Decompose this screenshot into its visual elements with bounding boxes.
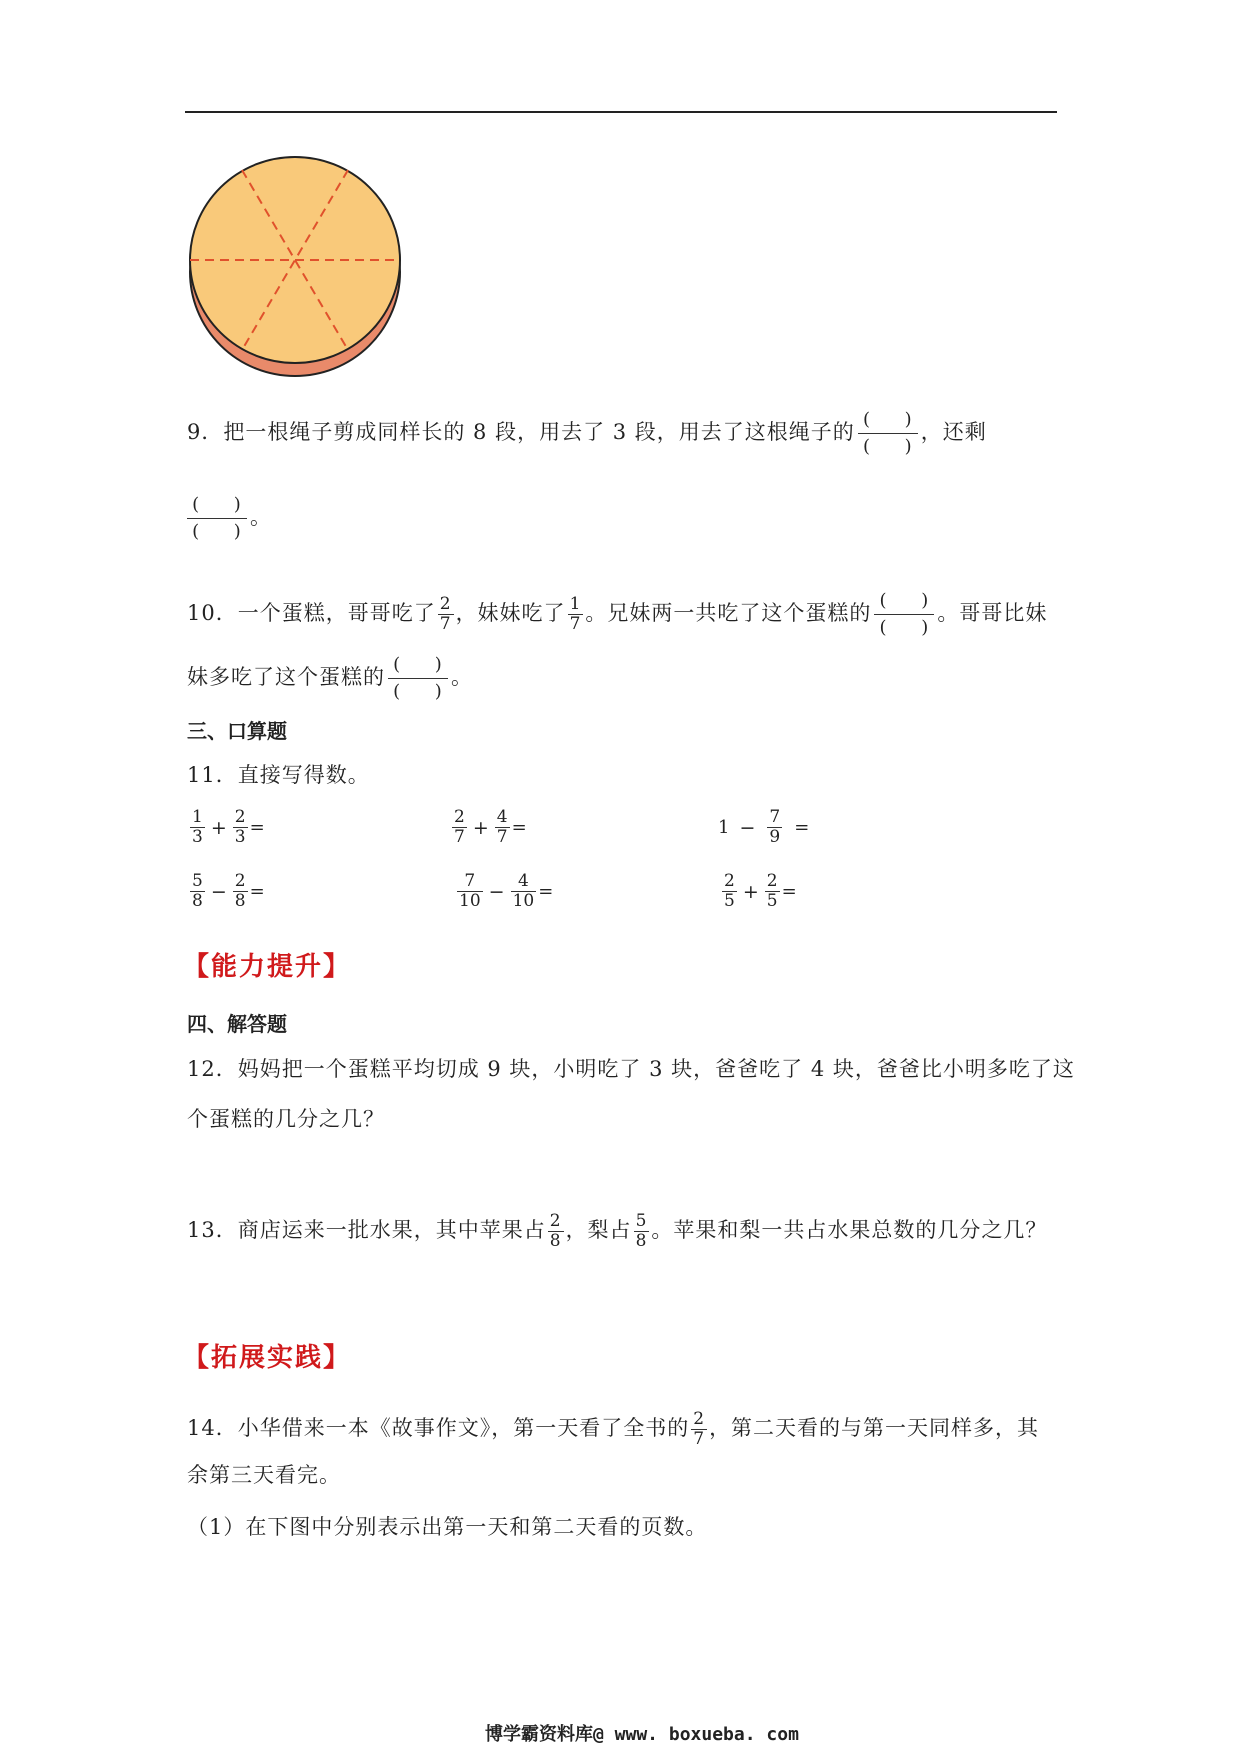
- extension-practice-heading: 【拓展实践】: [183, 1343, 352, 1373]
- calc-3-a: 1: [718, 817, 730, 838]
- q10-text-1: 10．一个蛋糕，哥哥吃了: [187, 601, 436, 625]
- section-4-title: 四、解答题: [187, 1012, 287, 1036]
- q10-blank-diff[interactable]: ( ) ( ): [388, 652, 448, 705]
- calc-3-op: −: [739, 816, 756, 839]
- header-rule: [185, 111, 1057, 113]
- calc-4-eq: =: [249, 881, 265, 902]
- q10-line2-text: 妹多吃了这个蛋糕的: [187, 665, 385, 689]
- calc-1-b: $\frac{2}{3}$: [234, 807, 246, 847]
- question-10-line2: [187, 652, 473, 705]
- q14-text-2: ，第二天看的与第一天同样多，其: [709, 1416, 1040, 1440]
- question-12-line1: 12．妈妈把一个蛋糕平均切成 9 块，小明吃了 3 块，爸爸吃了 4 块，爸爸比小明多吃了这: [187, 1057, 1075, 1081]
- q13-fraction-pear: $\frac{5}{8}$: [635, 1211, 648, 1251]
- question-14-sub1: （1）在下图中分别表示出第一天和第二天看的页数。: [187, 1515, 708, 1539]
- q10-fraction-brother: $\frac{2}{7}$: [439, 594, 452, 634]
- question-9-line2: [187, 492, 272, 545]
- q14-text-1: 14．小华借来一本《故事作文》，第一天看了全书的: [187, 1416, 690, 1440]
- calc-6-eq: =: [781, 881, 797, 902]
- calc-4-a: $\frac{5}{8}$: [192, 871, 203, 911]
- calc-3-eq: =: [794, 817, 810, 838]
- section-3-title: 三、口算题: [187, 719, 287, 743]
- calc-1-a: $\frac{1}{3}$: [192, 807, 203, 847]
- calc-6-op: +: [742, 880, 759, 903]
- calc-item-1: [188, 808, 265, 847]
- question-14: [187, 1410, 1039, 1449]
- q9-end: 。: [250, 505, 272, 529]
- q14-fraction: $\frac{2}{7}$: [693, 1409, 706, 1449]
- calc-3-b: $\frac{7}{9}$: [769, 807, 781, 847]
- calc-1-op: +: [210, 816, 227, 839]
- q10-text-4: 。哥哥比妹: [937, 601, 1048, 625]
- q9-blank-used[interactable]: ( ) ( ): [858, 407, 918, 460]
- calc-item-5: [455, 872, 553, 911]
- question-13: [187, 1212, 1047, 1251]
- footer-watermark: 博学霸资料库@ www. boxueba. com: [485, 1724, 799, 1745]
- question-12-line2: 个蛋糕的几分之几？: [187, 1107, 385, 1131]
- calc-6-a: $\frac{2}{5}$: [724, 871, 735, 911]
- calc-4-op: −: [210, 880, 227, 903]
- q10-fraction-sister: $\frac{1}{7}$: [569, 594, 582, 634]
- q10-blank-total[interactable]: ( ) ( ): [874, 588, 934, 641]
- q13-text-2: ，梨占: [565, 1218, 632, 1242]
- calc-6-b: $\frac{2}{5}$: [766, 871, 778, 911]
- q13-fraction-apple: $\frac{2}{8}$: [549, 1211, 562, 1251]
- calc-5-a: $\frac{7}{10}$: [459, 871, 481, 911]
- calc-5-op: −: [488, 880, 505, 903]
- calc-2-b: $\frac{4}{7}$: [496, 807, 508, 847]
- calc-4-b: $\frac{2}{8}$: [234, 871, 246, 911]
- ability-improvement-heading: 【能力提升】: [183, 952, 352, 982]
- q9-text: 9．把一根绳子剪成同样长的 8 段，用去了 3 段，用去了这根绳子的: [187, 420, 855, 444]
- q9-blank-left[interactable]: ( ) ( ): [187, 492, 247, 545]
- q10-text-3: 。兄妹两一共吃了这个蛋糕的: [585, 601, 872, 625]
- calc-item-3: [718, 808, 809, 847]
- q13-text-1: 13．商店运来一批水果，其中苹果占: [187, 1218, 546, 1242]
- q9-text-tail: ，还剩: [920, 420, 987, 444]
- q10-text-2: ，妹妹吃了: [455, 601, 566, 625]
- q10-end: 。: [451, 665, 473, 689]
- question-10: [187, 588, 1047, 641]
- calc-2-a: $\frac{2}{7}$: [454, 807, 465, 847]
- calc-5-eq: =: [538, 881, 554, 902]
- q13-text-3: 。苹果和梨一共占水果总数的几分之几？: [651, 1218, 1048, 1242]
- calc-item-6: [720, 872, 797, 911]
- calc-item-2: [450, 808, 527, 847]
- calc-5-b: $\frac{4}{10}$: [512, 871, 535, 911]
- cake-illustration: [185, 150, 405, 380]
- calc-item-4: [188, 872, 265, 911]
- q11-title: 11．直接写得数。: [187, 763, 370, 787]
- question-9: [187, 407, 987, 460]
- question-14-line2: 余第三天看完。: [187, 1463, 341, 1487]
- calc-2-op: +: [472, 816, 489, 839]
- calc-1-eq: =: [249, 817, 265, 838]
- calc-2-eq: =: [511, 817, 527, 838]
